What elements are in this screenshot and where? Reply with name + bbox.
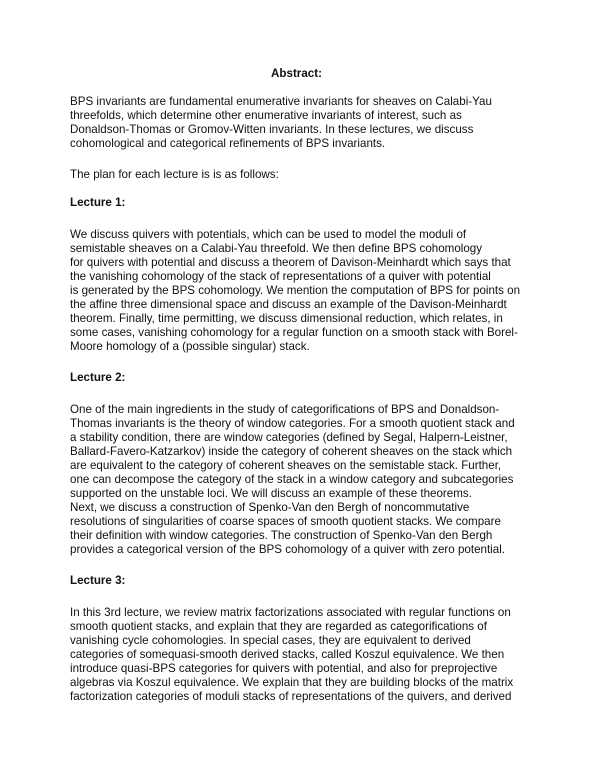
lecture-2-line: One of the main ingredients in the study of categorifications of BPS and Donaldson- [70,403,500,416]
lecture-3-line: In this 3rd lecture, we review matrix factorizations associated with regular functions on [70,606,511,619]
lecture-3-line: factorization categories of moduli stacks of representations of the quivers, and derived [70,690,512,703]
lecture-1-line: is generated by the BPS cohomology. We mention the computation of BPS for points on [70,284,521,297]
abstract-line: Donaldson-Thomas or Gromov-Witten invariants. In these lectures, we discuss [70,123,474,136]
lecture-3-line: smooth quotient stacks, and explain that they are regarded as categorifications of [70,620,487,633]
lecture-2-line: Next, we discuss a construction of Spenko-Van den Bergh of noncommutative [70,501,470,514]
plan-text: The plan for each lecture is is as follows: [70,168,279,181]
lecture-2-line: a stability condition, there are window categories (defined by Segal, Halpern-Leistner, [70,431,508,444]
lecture-2-line: resolutions of singularities of coarse spaces of smooth quotient stacks. We compare [70,515,501,528]
lecture-1-line: semistable sheaves on a Calabi-Yau threefold. We then define BPS cohomology [70,242,483,255]
abstract-line: BPS invariants are fundamental enumerative invariants for sheaves on Calabi-Yau [70,95,492,108]
abstract-line: cohomological and categorical refinements of BPS invariants. [70,137,386,150]
abstract-heading: Abstract: [271,67,322,80]
lecture-1-line: theorem. Finally, time permitting, we discuss dimensional reduction, which relates, in [70,312,503,325]
lecture-2-line: provides a categorical version of the BPS cohomology of a quiver with zero potential. [70,543,506,556]
lecture-2-heading: Lecture 2: [70,371,126,384]
abstract-line: threefolds, which determine other enumerative invariants of interest, such as [70,109,462,122]
lecture-2-line: are equivalent to the category of coherent sheaves on the semistable stack. Further, [70,459,502,472]
lecture-1-line: the affine three dimensional space and discuss an example of the Davison-Meinhardt [70,298,507,311]
lecture-1-line: Moore homology of a (possible singular) stack. [70,340,310,353]
lecture-1-line: We discuss quivers with potentials, which can be used to model the moduli of [70,228,467,241]
lecture-3-line: introduce quasi-BPS categories for quivers with potential, and also for preprojective [70,662,498,675]
lecture-3-line: vanishing cycle cohomologies. In special cases, they are equivalent to derived [70,634,471,647]
lecture-2-line: one can decompose the category of the stack in a window category and subcategories [70,473,514,486]
lecture-1-line: some cases, vanishing cohomology for a regular function on a smooth stack with Borel- [70,326,518,339]
lecture-1-heading: Lecture 1: [70,196,126,209]
lecture-1-line: for quivers with potential and discuss a theorem of Davison-Meinhardt which says that [70,256,511,269]
lecture-3-line: categories of somequasi-smooth derived stacks, called Koszul equivalence. We then [70,648,505,661]
lecture-2-line: supported on the unstable loci. We will discuss an example of these theorems. [70,487,472,500]
lecture-3-line: algebras via Koszul equivalence. We explain that they are building blocks of the matrix [70,676,514,689]
lecture-2-line: Thomas invariants is the theory of window categories. For a smooth quotient stack and [70,417,515,430]
lecture-2-line: their definition with window categories. The construction of Spenko-Van den Bergh [70,529,493,542]
lecture-3-heading: Lecture 3: [70,574,126,587]
lecture-1-line: the vanishing cohomology of the stack of representations of a quiver with potential [70,270,491,283]
lecture-2-line: Ballard-Favero-Katzarkov) inside the category of coherent sheaves on the stack which [70,445,513,458]
